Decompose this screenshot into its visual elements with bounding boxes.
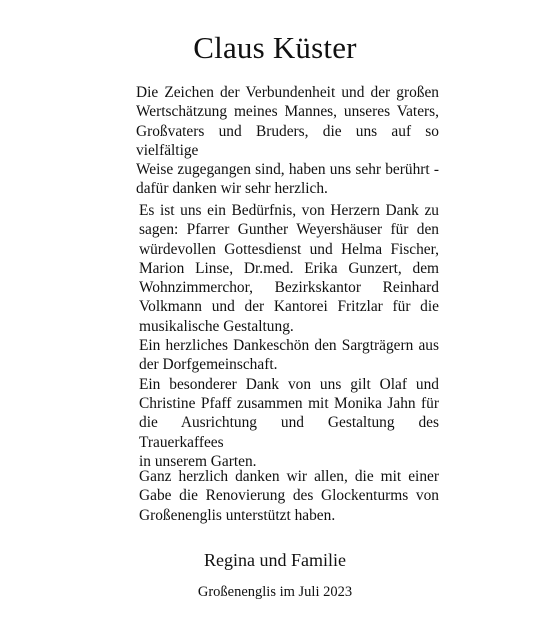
text-line: Marion Linse, Dr.med. Erika Gunzert, dem: [139, 259, 439, 277]
text-line: Wohnzimmerchor, Bezirkskantor Reinhard: [139, 279, 439, 297]
text-line: Gabe die Renovierung des Glockenturms von: [139, 487, 439, 505]
thanks-paragraph: [136, 83, 439, 199]
text-line: in unserem Garten.: [139, 452, 257, 470]
text-line: Großenenglis unterstützt haben.: [139, 506, 336, 524]
text-line: sagen: Pfarrer Gunther Weyershäuser für den: [139, 221, 439, 239]
donation-thanks-paragraph: [139, 467, 439, 525]
text-line: musikalische Gestaltung.: [139, 317, 294, 335]
text-line: Die Zeichen der Verbundenheit und der großen: [136, 84, 439, 101]
text-line: der Dorfgemeinschaft.: [139, 356, 278, 374]
text-line: würdevollen Gottesdienst und Helma Fischer,: [139, 240, 439, 258]
text-line: Volkmann und der Kantorei Fritzlar für die: [139, 298, 439, 316]
text-line: die Ausrichtung und Gestaltung des Trauerkaffees: [139, 414, 439, 451]
acknowledgements-paragraph: [139, 201, 439, 471]
signature: Regina und Familie: [204, 550, 346, 570]
text-line: Großvaters und Bruders, die uns auf so vielfältige: [136, 122, 439, 159]
text-line: dafür danken wir sehr herzlich.: [136, 180, 328, 198]
deceased-name: Claus Küster: [193, 30, 357, 65]
text-line: Christine Pfaff zusammen mit Monika Jahn für: [139, 394, 439, 412]
text-line: Es ist uns ein Bedürfnis, von Herzern Dank zu: [139, 202, 439, 219]
text-line: Weise zugegangen sind, haben uns sehr berührt -: [136, 161, 439, 179]
text-line: Wertschätzung meines Mannes, unseres Vaters,: [136, 103, 439, 121]
place-date: Großenenglis im Juli 2023: [197, 584, 353, 600]
text-line: Ganz herzlich danken wir allen, die mit einer: [139, 468, 439, 485]
text-line: Ein herzliches Dankeschön den Sargträgern aus: [139, 337, 439, 355]
text-line: Ein besonderer Dank von uns gilt Olaf und: [139, 375, 439, 393]
